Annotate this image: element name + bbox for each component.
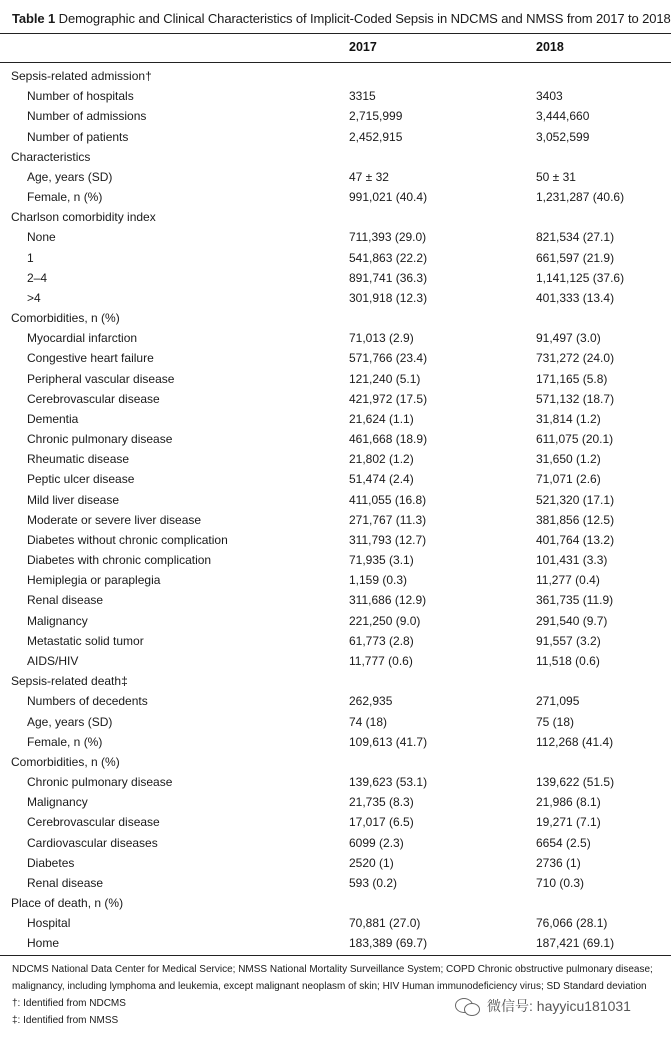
cell-2018: 710 (0.3) (536, 875, 585, 890)
cell-2017: 47 ± 32 (349, 169, 389, 184)
watermark-text: 微信号: hayyicu181031 (487, 998, 631, 1014)
cell-2018: 661,597 (21.9) (536, 250, 615, 265)
row-label: Cardiovascular diseases (27, 835, 158, 850)
row-label: Myocardial infarction (27, 331, 138, 346)
footnote-abbreviations-cont: malignancy, including lymphoma and leukemia, except malignant neoplasm of skin; HIV Human immunodeficiency virus; SD Standard deviation (12, 981, 647, 992)
table-row (0, 429, 671, 449)
row-label: Female, n (%) (27, 734, 103, 749)
table-row (0, 712, 671, 732)
table-row (0, 873, 671, 893)
table-row (0, 691, 671, 711)
cell-2017: 51,474 (2.4) (349, 472, 414, 487)
footnote-abbreviations: NDCMS National Data Center for Medical Service; NMSS National Mortality Surveillance System; COPD Chronic obstructive pulmonary disease; (12, 964, 653, 975)
cell-2018: 11,277 (0.4) (536, 573, 600, 588)
table-row (0, 348, 671, 368)
row-label: Renal disease (27, 875, 104, 890)
cell-2017: 461,668 (18.9) (349, 432, 428, 447)
table-row (0, 933, 671, 953)
watermark (455, 996, 631, 1016)
row-label: Hospital (27, 916, 71, 931)
section-label: Comorbidities, n (%) (11, 754, 120, 769)
table-title: Demographic and Clinical Characteristics of Implicit-Coded Sepsis in NDCMS and NMSS from 2017 to 2018 (58, 11, 671, 26)
cell-2017: 411,055 (16.8) (349, 492, 427, 507)
row-label: Number of patients (27, 129, 129, 144)
cell-2017: 139,623 (53.1) (349, 775, 428, 790)
row-label: Chronic pulmonary disease (27, 432, 173, 447)
table-row (0, 550, 671, 570)
cell-2018: 401,333 (13.4) (536, 290, 615, 305)
cell-2018: 50 ± 31 (536, 169, 576, 184)
cell-2017: 21,624 (1.1) (349, 411, 414, 426)
table-row (0, 469, 671, 489)
cell-2018: 187,421 (69.1) (536, 936, 615, 951)
table-row (0, 106, 671, 126)
row-label: Cerebrovascular disease (27, 391, 160, 406)
cell-2017: 541,863 (22.2) (349, 250, 428, 265)
table-row (0, 127, 671, 147)
wechat-icon (455, 996, 481, 1016)
cell-2018: 3,052,599 (536, 129, 590, 144)
table-row (0, 187, 671, 207)
footnotes (12, 961, 671, 1029)
table-label: Table 1 (12, 11, 56, 26)
row-label: Diabetes (27, 855, 75, 870)
cell-2017: 71,013 (2.9) (349, 331, 414, 346)
table-row (0, 409, 671, 429)
cell-2017: 711,393 (29.0) (349, 230, 427, 245)
row-label: 2–4 (27, 270, 48, 285)
cell-2017: 71,935 (3.1) (349, 553, 414, 568)
cell-2017: 6099 (2.3) (349, 835, 404, 850)
section-label: Charlson comorbidity index (11, 210, 156, 225)
cell-2017: 2520 (1) (349, 855, 394, 870)
cell-2017: 2,452,915 (349, 129, 403, 144)
section-label: Comorbidities, n (%) (11, 311, 120, 326)
cell-2017: 311,686 (12.9) (349, 593, 427, 608)
row-label: Malignancy (27, 795, 88, 810)
table-row (0, 268, 671, 288)
row-label: Dementia (27, 411, 79, 426)
cell-2018: 1,141,125 (37.6) (536, 270, 625, 285)
row-label: Renal disease (27, 593, 104, 608)
cell-2018: 821,534 (27.1) (536, 230, 615, 245)
table-row (0, 288, 671, 308)
section-header-row (0, 893, 671, 913)
section-label: Characteristics (11, 149, 91, 164)
row-label: Diabetes with chronic complication (27, 553, 212, 568)
table-row (0, 369, 671, 389)
table-row (0, 570, 671, 590)
cell-2018: 2736 (1) (536, 855, 581, 870)
cell-2018: 31,650 (1.2) (536, 452, 601, 467)
table-row (0, 590, 671, 610)
cell-2018: 571,132 (18.7) (536, 391, 615, 406)
table-row (0, 772, 671, 792)
cell-2018: 611,075 (20.1) (536, 432, 614, 447)
row-label: Number of admissions (27, 109, 147, 124)
table-row (0, 792, 671, 812)
section-header-row (0, 66, 671, 86)
section-header-row (0, 147, 671, 167)
cell-2017: 2,715,999 (349, 109, 403, 124)
cell-2017: 421,972 (17.5) (349, 391, 428, 406)
row-label: Peptic ulcer disease (27, 472, 135, 487)
table-row (0, 651, 671, 671)
row-label: Peripheral vascular disease (27, 371, 175, 386)
cell-2018: 361,735 (11.9) (536, 593, 614, 608)
cell-2017: 3315 (349, 89, 376, 104)
table-row (0, 389, 671, 409)
cell-2018: 271,095 (536, 694, 580, 709)
section-header-row (0, 752, 671, 772)
cell-2017: 891,741 (36.3) (349, 270, 428, 285)
cell-2018: 31,814 (1.2) (536, 411, 601, 426)
cell-2017: 593 (0.2) (349, 875, 398, 890)
table-row (0, 530, 671, 550)
table-caption (12, 11, 671, 26)
row-label: None (27, 230, 56, 245)
cell-2017: 271,767 (11.3) (349, 512, 427, 527)
row-label: Number of hospitals (27, 89, 134, 104)
row-label: Chronic pulmonary disease (27, 775, 173, 790)
cell-2017: 70,881 (27.0) (349, 916, 421, 931)
row-label: Malignancy (27, 613, 88, 628)
cell-2018: 3,444,660 (536, 109, 590, 124)
table-row (0, 631, 671, 651)
header-rule (0, 62, 671, 63)
cell-2018: 21,986 (8.1) (536, 795, 601, 810)
footnote-ndcms: †: Identified from NDCMS (12, 998, 126, 1009)
cell-2018: 75 (18) (536, 714, 575, 729)
cell-2018: 19,271 (7.1) (536, 815, 601, 830)
row-label: Age, years (SD) (27, 714, 113, 729)
cell-2018: 11,518 (0.6) (536, 653, 600, 668)
row-label: >4 (27, 290, 41, 305)
cell-2018: 76,066 (28.1) (536, 916, 608, 931)
section-label: Sepsis-related death‡ (11, 674, 128, 689)
cell-2018: 6654 (2.5) (536, 835, 591, 850)
cell-2018: 112,268 (41.4) (536, 734, 614, 749)
table-row (0, 86, 671, 106)
bottom-rule (0, 955, 671, 956)
cell-2018: 291,540 (9.7) (536, 613, 608, 628)
footnote-nmss: ‡: Identified from NMSS (12, 1015, 119, 1026)
section-header-row (0, 308, 671, 328)
table-row (0, 248, 671, 268)
cell-2017: 17,017 (6.5) (349, 815, 414, 830)
row-label: Female, n (%) (27, 190, 103, 205)
row-label: Cerebrovascular disease (27, 815, 160, 830)
cell-2018: 401,764 (13.2) (536, 532, 615, 547)
cell-2017: 991,021 (40.4) (349, 190, 428, 205)
section-header-row (0, 207, 671, 227)
cell-2018: 381,856 (12.5) (536, 512, 615, 527)
cell-2017: 221,250 (9.0) (349, 613, 421, 628)
row-label: 1 (27, 250, 34, 265)
cell-2017: 1,159 (0.3) (349, 573, 408, 588)
table-row (0, 167, 671, 187)
column-header-2017: 2017 (349, 40, 377, 54)
table-row (0, 913, 671, 933)
top-rule (0, 33, 671, 34)
row-label: Numbers of decedents (27, 694, 148, 709)
table-row (0, 812, 671, 832)
cell-2017: 311,793 (12.7) (349, 532, 427, 547)
row-label: Metastatic solid tumor (27, 633, 144, 648)
cell-2018: 71,071 (2.6) (536, 472, 601, 487)
table-row (0, 611, 671, 631)
row-label: Mild liver disease (27, 492, 120, 507)
cell-2018: 91,557 (3.2) (536, 633, 601, 648)
cell-2018: 731,272 (24.0) (536, 351, 615, 366)
row-label: Moderate or severe liver disease (27, 512, 202, 527)
cell-2017: 21,735 (8.3) (349, 795, 414, 810)
row-label: Rheumatic disease (27, 452, 130, 467)
row-label: Congestive heart failure (27, 351, 154, 366)
table-row (0, 853, 671, 873)
cell-2017: 11,777 (0.6) (349, 653, 413, 668)
cell-2017: 301,918 (12.3) (349, 290, 428, 305)
cell-2017: 74 (18) (349, 714, 388, 729)
cell-2018: 91,497 (3.0) (536, 331, 601, 346)
section-label: Place of death, n (%) (11, 896, 124, 911)
column-header-2018: 2018 (536, 40, 564, 54)
cell-2018: 1,231,287 (40.6) (536, 190, 625, 205)
row-label: Age, years (SD) (27, 169, 113, 184)
cell-2017: 61,773 (2.8) (349, 633, 414, 648)
cell-2017: 21,802 (1.2) (349, 452, 414, 467)
table-body (0, 66, 671, 954)
cell-2017: 571,766 (23.4) (349, 351, 428, 366)
cell-2018: 139,622 (51.5) (536, 775, 615, 790)
cell-2018: 521,320 (17.1) (536, 492, 615, 507)
cell-2018: 3403 (536, 89, 563, 104)
row-label: Home (27, 936, 60, 951)
cell-2018: 171,165 (5.8) (536, 371, 608, 386)
cell-2017: 183,389 (69.7) (349, 936, 428, 951)
table-row (0, 449, 671, 469)
cell-2017: 109,613 (41.7) (349, 734, 428, 749)
table-row (0, 833, 671, 853)
cell-2018: 101,431 (3.3) (536, 553, 608, 568)
row-label: Hemiplegia or paraplegia (27, 573, 161, 588)
row-label: Diabetes without chronic complication (27, 532, 228, 547)
table-row (0, 732, 671, 752)
section-label: Sepsis-related admission† (11, 69, 152, 83)
row-label: AIDS/HIV (27, 653, 79, 668)
cell-2017: 262,935 (349, 694, 393, 709)
table-row (0, 227, 671, 247)
table-row (0, 510, 671, 530)
table-row (0, 490, 671, 510)
section-header-row (0, 671, 671, 691)
cell-2017: 121,240 (5.1) (349, 371, 421, 386)
table-row (0, 328, 671, 348)
